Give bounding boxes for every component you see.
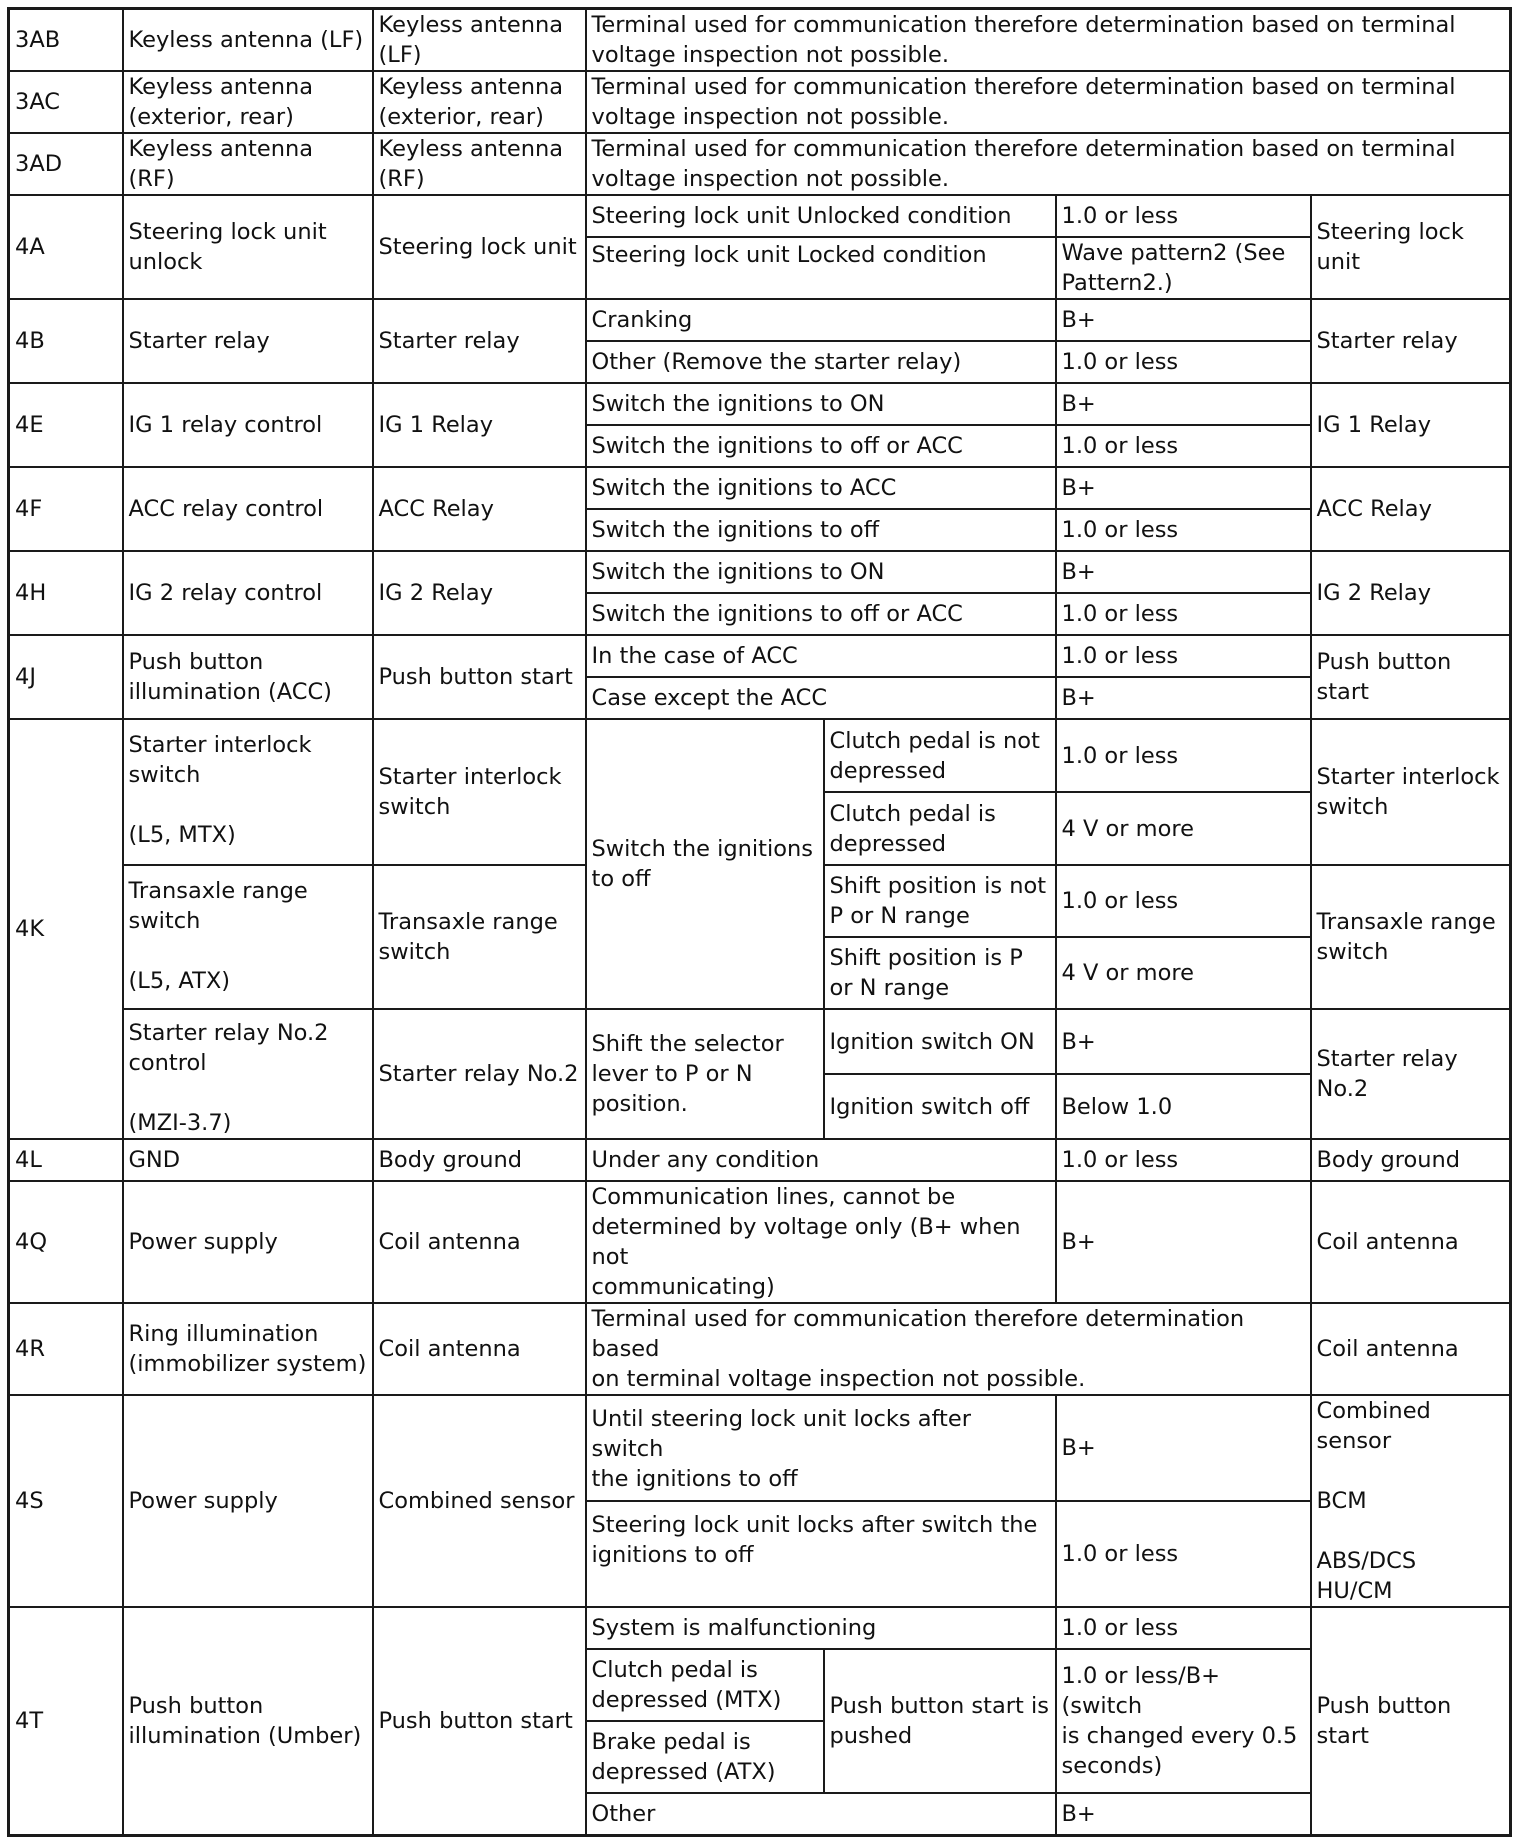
voltage-cell: Wave pattern2 (See Pattern2.): [1056, 237, 1311, 299]
voltage-cell: B+: [1056, 383, 1311, 425]
inspection-cell: Combined sensor BCM ABS/DCS HU/CM: [1311, 1395, 1511, 1607]
connected-to-cell: IG 2 Relay: [373, 551, 586, 635]
table-row: [9, 71, 1511, 133]
voltage-cell: Below 1.0: [1056, 1074, 1311, 1139]
sub-condition-cell: Push button start is pushed: [824, 1649, 1056, 1793]
condition-cell: Switch the ignitions to ON: [586, 551, 1056, 593]
signal-cell: IG 1 relay control: [123, 383, 373, 467]
sub-condition-cell: Shift position is not P or N range: [824, 865, 1056, 937]
voltage-cell: B+: [1056, 677, 1311, 719]
connected-to-cell: Starter interlock switch: [373, 719, 586, 865]
voltage-cell: 4 V or more: [1056, 792, 1311, 865]
voltage-cell: 1.0 or less: [1056, 341, 1311, 383]
table-row: [9, 133, 1511, 195]
condition-cell: Communication lines, cannot be determined by voltage only (B+ when not communicating): [586, 1181, 1056, 1303]
inspection-cell: Coil antenna: [1311, 1303, 1511, 1395]
condition-cell: Switch the ignitions to off or ACC: [586, 425, 1056, 467]
connected-to-cell: Transaxle range switch: [373, 865, 586, 1009]
sub-condition-cell: Shift position is P or N range: [824, 937, 1056, 1009]
signal-cell: Power supply: [123, 1181, 373, 1303]
connected-to-cell: Starter relay: [373, 299, 586, 383]
connected-to-cell: Push button start: [373, 1607, 586, 1835]
condition-cell: Steering lock unit Unlocked condition: [586, 195, 1056, 237]
inspection-cell: Coil antenna: [1311, 1181, 1511, 1303]
condition-cell: Switch the ignitions to off: [586, 509, 1056, 551]
signal-cell: Transaxle range switch (L5, ATX): [123, 865, 373, 1009]
voltage-cell: 1.0 or less: [1056, 509, 1311, 551]
sub-condition-cell: Ignition switch ON: [824, 1009, 1056, 1074]
inspection-cell: IG 1 Relay: [1311, 383, 1511, 467]
voltage-cell: B+: [1056, 551, 1311, 593]
condition-cell: System is malfunctioning: [586, 1607, 1056, 1649]
voltage-cell: 1.0 or less/B+ (switch is changed every 0.5 seconds): [1056, 1649, 1311, 1793]
terminal-cell: 4R: [9, 1303, 123, 1395]
signal-cell: Power supply: [123, 1395, 373, 1607]
voltage-cell: B+: [1056, 467, 1311, 509]
table-row: [9, 1009, 1511, 1074]
signal-cell: Push button illumination (ACC): [123, 635, 373, 719]
connected-to-cell: Steering lock unit: [373, 195, 586, 299]
condition-cell: Switch the ignitions to off or ACC: [586, 593, 1056, 635]
voltage-cell: 1.0 or less: [1056, 865, 1311, 937]
condition-cell: Switch the ignitions to ACC: [586, 467, 1056, 509]
terminal-cell: 4E: [9, 383, 123, 467]
sub-condition-cell: Ignition switch off: [824, 1074, 1056, 1139]
terminal-cell: 3AB: [9, 9, 123, 72]
signal-cell: Steering lock unit unlock: [123, 195, 373, 299]
terminal-cell: 4L: [9, 1139, 123, 1181]
note-cell: Terminal used for communication therefore determination based on terminal voltage inspection not possible.: [586, 1303, 1311, 1395]
voltage-cell: 1.0 or less: [1056, 719, 1311, 792]
connected-to-cell: IG 1 Relay: [373, 383, 586, 467]
voltage-cell: B+: [1056, 1009, 1311, 1074]
voltage-cell: 1.0 or less: [1056, 1501, 1311, 1607]
connected-to-cell: Push button start: [373, 635, 586, 719]
note-cell: Terminal used for communication therefore determination based on terminal voltage inspection not possible.: [586, 71, 1511, 133]
terminal-voltage-table: [7, 7, 1512, 1837]
terminal-cell: 4A: [9, 195, 123, 299]
connected-to-cell: Keyless antenna (RF): [373, 133, 586, 195]
table-row: [9, 195, 1511, 237]
voltage-cell: 4 V or more: [1056, 937, 1311, 1009]
signal-cell: ACC relay control: [123, 467, 373, 551]
condition-cell: Other: [586, 1793, 1056, 1835]
terminal-cell: 3AD: [9, 133, 123, 195]
inspection-cell: Body ground: [1311, 1139, 1511, 1181]
table-row: [9, 467, 1511, 509]
signal-cell: Push button illumination (Umber): [123, 1607, 373, 1835]
voltage-cell: B+: [1056, 299, 1311, 341]
note-cell: Terminal used for communication therefore determination based on terminal voltage inspection not possible.: [586, 9, 1511, 72]
signal-cell: Keyless antenna (RF): [123, 133, 373, 195]
condition-cell: Switch the ignitions to ON: [586, 383, 1056, 425]
condition-cell: In the case of ACC: [586, 635, 1056, 677]
table-row: [9, 719, 1511, 792]
signal-cell: Starter relay No.2 control (MZI-3.7): [123, 1009, 373, 1139]
inspection-cell: Starter relay No.2: [1311, 1009, 1511, 1139]
note-cell: Terminal used for communication therefore determination based on terminal voltage inspection not possible.: [586, 133, 1511, 195]
inspection-cell: Starter relay: [1311, 299, 1511, 383]
condition-cell: Brake pedal is depressed (ATX): [586, 1721, 824, 1793]
condition-cell: Steering lock unit Locked condition: [586, 237, 1056, 299]
voltage-cell: 1.0 or less: [1056, 195, 1311, 237]
table-row: [9, 1139, 1511, 1181]
signal-cell: GND: [123, 1139, 373, 1181]
terminal-cell: 4J: [9, 635, 123, 719]
terminal-cell: 4F: [9, 467, 123, 551]
condition-cell: Under any condition: [586, 1139, 1056, 1181]
table-row: [9, 1607, 1511, 1649]
terminal-cell: 4S: [9, 1395, 123, 1607]
connected-to-cell: Keyless antenna (exterior, rear): [373, 71, 586, 133]
inspection-cell: Push button start: [1311, 1607, 1511, 1835]
terminal-cell: 4K: [9, 719, 123, 1139]
inspection-cell: Transaxle range switch: [1311, 865, 1511, 1009]
table-row: [9, 635, 1511, 677]
voltage-cell: B+: [1056, 1395, 1311, 1501]
signal-cell: Keyless antenna (LF): [123, 9, 373, 72]
inspection-cell: Push button start: [1311, 635, 1511, 719]
condition-cell: Cranking: [586, 299, 1056, 341]
condition-cell: Other (Remove the starter relay): [586, 341, 1056, 383]
table-row: [9, 1181, 1511, 1303]
condition-cell: Clutch pedal is depressed (MTX): [586, 1649, 824, 1721]
condition-cell: Until steering lock unit locks after switch the ignitions to off: [586, 1395, 1056, 1501]
table-row: [9, 551, 1511, 593]
inspection-cell: ACC Relay: [1311, 467, 1511, 551]
signal-cell: Starter interlock switch (L5, MTX): [123, 719, 373, 865]
connected-to-cell: Keyless antenna (LF): [373, 9, 586, 72]
connected-to-cell: Starter relay No.2: [373, 1009, 586, 1139]
table-row: [9, 9, 1511, 72]
table-row: [9, 1395, 1511, 1501]
terminal-cell: 4T: [9, 1607, 123, 1835]
connected-to-cell: ACC Relay: [373, 467, 586, 551]
voltage-cell: 1.0 or less: [1056, 1607, 1311, 1649]
condition-cell: Switch the ignitions to off: [586, 719, 824, 1009]
voltage-cell: 1.0 or less: [1056, 635, 1311, 677]
terminal-cell: 4Q: [9, 1181, 123, 1303]
condition-cell: Case except the ACC: [586, 677, 1056, 719]
voltage-cell: B+: [1056, 1181, 1311, 1303]
table-row: [9, 299, 1511, 341]
sub-condition-cell: Clutch pedal is not depressed: [824, 719, 1056, 792]
terminal-cell: 4B: [9, 299, 123, 383]
table-row: [9, 383, 1511, 425]
connected-to-cell: Body ground: [373, 1139, 586, 1181]
voltage-cell: 1.0 or less: [1056, 593, 1311, 635]
voltage-cell: B+: [1056, 1793, 1311, 1835]
terminal-cell: 3AC: [9, 71, 123, 133]
table-row: [9, 1303, 1511, 1395]
connected-to-cell: Coil antenna: [373, 1303, 586, 1395]
connected-to-cell: Combined sensor: [373, 1395, 586, 1607]
inspection-cell: IG 2 Relay: [1311, 551, 1511, 635]
sub-condition-cell: Clutch pedal is depressed: [824, 792, 1056, 865]
condition-cell: Steering lock unit locks after switch the ignitions to off: [586, 1501, 1056, 1607]
signal-cell: Ring illumination (immobilizer system): [123, 1303, 373, 1395]
voltage-cell: 1.0 or less: [1056, 1139, 1311, 1181]
signal-cell: Starter relay: [123, 299, 373, 383]
inspection-cell: Steering lock unit: [1311, 195, 1511, 299]
terminal-cell: 4H: [9, 551, 123, 635]
condition-cell: Shift the selector lever to P or N position.: [586, 1009, 824, 1139]
inspection-cell: Starter interlock switch: [1311, 719, 1511, 865]
signal-cell: IG 2 relay control: [123, 551, 373, 635]
connected-to-cell: Coil antenna: [373, 1181, 586, 1303]
voltage-cell: 1.0 or less: [1056, 425, 1311, 467]
signal-cell: Keyless antenna (exterior, rear): [123, 71, 373, 133]
